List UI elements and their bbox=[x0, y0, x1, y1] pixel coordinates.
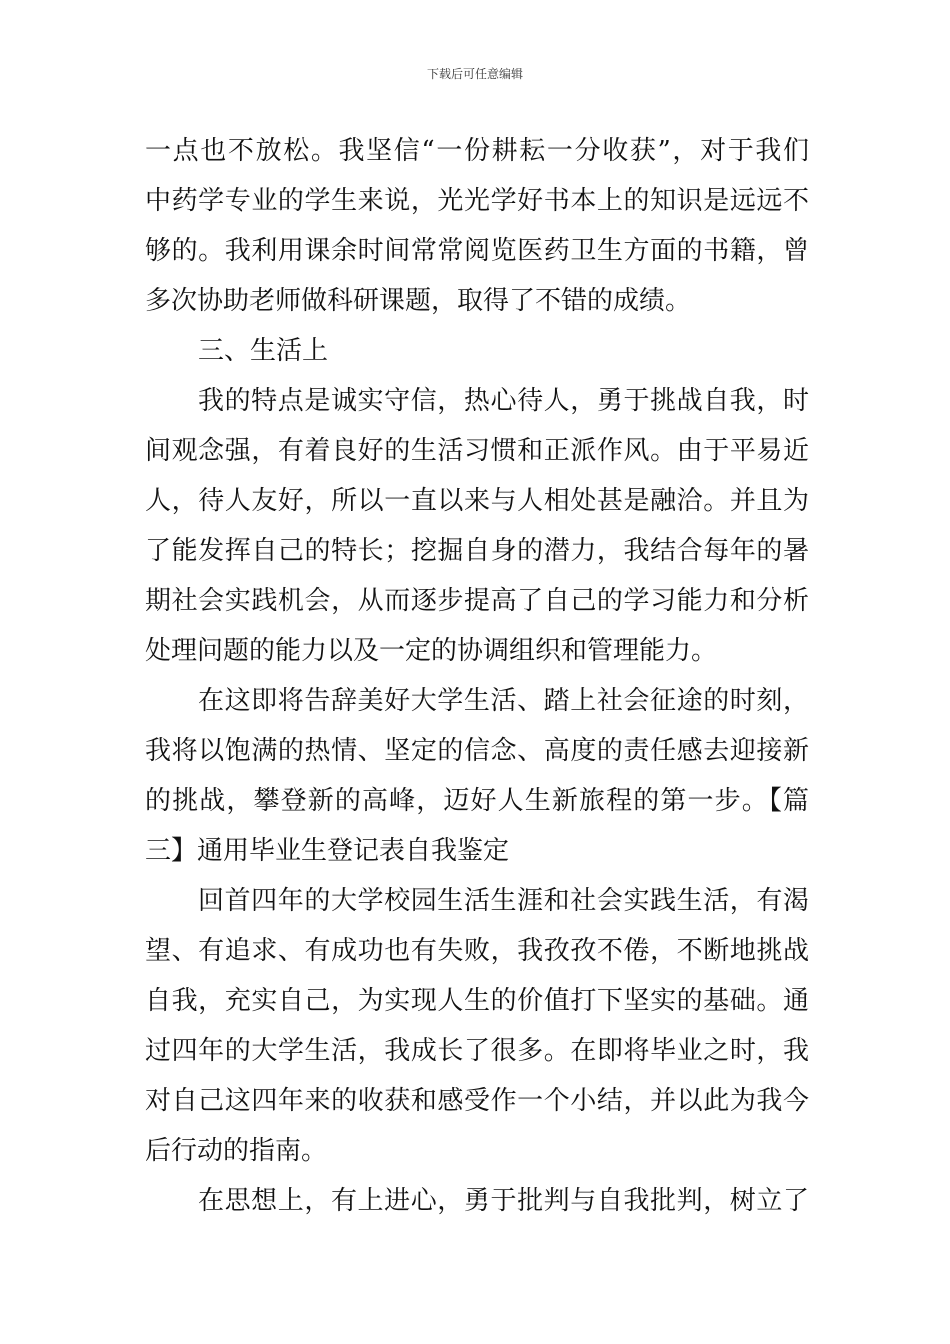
text-line: 间观念强，有着良好的生活习惯和正派作风。由于平易近 bbox=[145, 436, 809, 466]
body-text bbox=[145, 126, 809, 1226]
text-line: 我将以饱满的热情、坚定的信念、高度的责任感去迎接新 bbox=[145, 736, 809, 766]
page-header: 下载后可任意编辑 bbox=[426, 67, 523, 81]
text-line: 了能发挥自己的特长；挖掘自身的潜力，我结合每年的暑 bbox=[145, 536, 809, 566]
text-line: 在这即将告辞美好大学生活、踏上社会征途的时刻， bbox=[198, 686, 809, 716]
text-line: 处理问题的能力以及一定的协调组织和管理能力。 bbox=[145, 636, 718, 666]
text-line: 的挑战，攀登新的高峰，迈好人生新旅程的第一步。【篇 bbox=[145, 786, 809, 816]
text-line: 对自己这四年来的收获和感受作一个小结，并以此为我今 bbox=[145, 1086, 809, 1116]
text-line: 够的。我利用课余时间常常阅览医药卫生方面的书籍，曾 bbox=[145, 236, 809, 266]
text-line: 三】通用毕业生登记表自我鉴定 bbox=[145, 836, 510, 866]
text-line: 回首四年的大学校园生活生涯和社会实践生活，有渴 bbox=[198, 886, 809, 916]
section-heading: 三、生活上 bbox=[198, 336, 329, 366]
text-line: 多次协助老师做科研课题，取得了不错的成绩。 bbox=[145, 286, 692, 316]
text-line: 过四年的大学生活，我成长了很多。在即将毕业之时，我 bbox=[145, 1036, 809, 1066]
text-line: 一点也不放松。我坚信“一份耕耘一分收获”，对于我们 bbox=[145, 136, 809, 166]
text-line: 我的特点是诚实守信，热心待人，勇于挑战自我，时 bbox=[198, 386, 809, 416]
text-line: 自我，充实自己，为实现人生的价值打下坚实的基础。通 bbox=[145, 986, 809, 1016]
text-line: 期社会实践机会，从而逐步提高了自己的学习能力和分析 bbox=[145, 586, 809, 616]
text-line: 中药学专业的学生来说，光光学好书本上的知识是远远不 bbox=[145, 186, 809, 216]
text-line: 人，待人友好，所以一直以来与人相处甚是融洽。并且为 bbox=[145, 486, 809, 516]
text-line: 后行动的指南。 bbox=[145, 1136, 328, 1166]
text-line: 在思想上，有上进心，勇于批判与自我批判，树立了 bbox=[198, 1186, 809, 1216]
text-line: 望、有追求、有成功也有失败，我孜孜不倦，不断地挑战 bbox=[145, 936, 809, 966]
